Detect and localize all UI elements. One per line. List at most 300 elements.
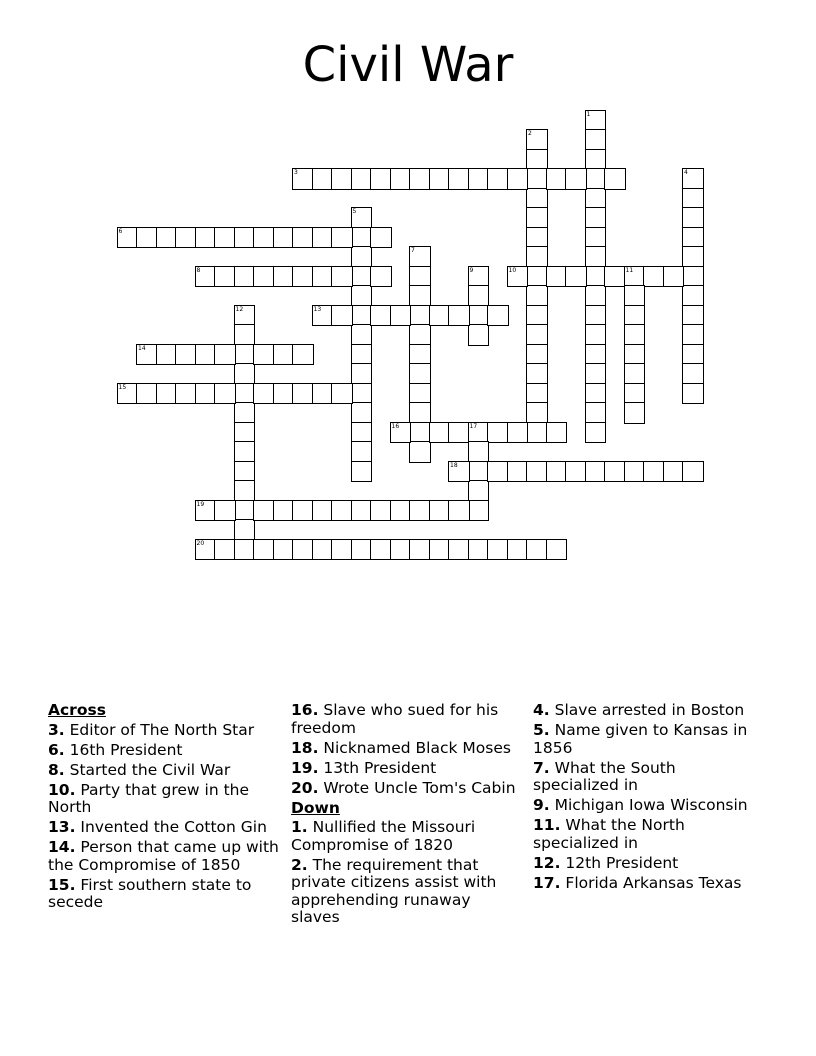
grid-cell[interactable] xyxy=(331,383,353,405)
grid-cell[interactable] xyxy=(195,344,217,366)
grid-cell[interactable] xyxy=(409,363,431,385)
grid-cell[interactable] xyxy=(409,500,431,522)
grid-cell[interactable] xyxy=(526,305,548,327)
clue-text: 12th President xyxy=(565,853,679,872)
grid-cell[interactable] xyxy=(682,363,704,385)
clue-text: What the North specialized in xyxy=(533,816,685,852)
grid-cell[interactable] xyxy=(292,383,314,405)
grid-cell[interactable] xyxy=(409,168,431,190)
grid-cell[interactable] xyxy=(312,539,334,561)
grid-cell[interactable] xyxy=(351,539,373,561)
clue-item xyxy=(48,819,284,837)
clue-item xyxy=(533,760,763,795)
grid-cell[interactable] xyxy=(448,168,470,190)
grid-cell[interactable] xyxy=(331,266,353,288)
grid-cell[interactable] xyxy=(526,539,548,561)
cell-number: 2 xyxy=(528,130,532,137)
grid-cell[interactable] xyxy=(351,227,373,249)
grid-cell[interactable] xyxy=(214,383,236,405)
grid-cell[interactable] xyxy=(624,285,646,307)
grid-cell[interactable] xyxy=(526,422,548,444)
clue-item xyxy=(533,702,763,720)
grid-cell[interactable] xyxy=(370,539,392,561)
clue-number: 19. xyxy=(291,758,319,777)
grid-cell[interactable] xyxy=(526,285,548,307)
grid-cell[interactable] xyxy=(292,500,314,522)
grid-cell[interactable] xyxy=(409,305,431,327)
cell-number: 13 xyxy=(313,305,322,313)
cell-number: 6 xyxy=(118,227,123,235)
grid-cell[interactable] xyxy=(682,324,704,346)
clue-column-2 xyxy=(291,702,523,929)
grid-cell[interactable] xyxy=(682,344,704,366)
grid-cell[interactable] xyxy=(585,324,607,346)
grid-cell[interactable] xyxy=(682,266,704,288)
cell-number: 18 xyxy=(450,461,458,469)
clue-number: 1. xyxy=(291,818,308,836)
grid-cell[interactable] xyxy=(370,227,392,249)
grid-cell[interactable] xyxy=(643,266,665,288)
grid-cell[interactable] xyxy=(351,285,373,307)
grid-cell[interactable] xyxy=(234,539,256,561)
grid-cell[interactable] xyxy=(409,539,431,561)
grid-cell[interactable] xyxy=(253,227,275,249)
grid-cell[interactable] xyxy=(682,461,704,483)
clue-number: 11. xyxy=(533,816,561,834)
cell-number: 11 xyxy=(625,266,634,274)
grid-cell[interactable] xyxy=(136,227,158,249)
grid-cell[interactable] xyxy=(292,539,314,561)
grid-cell[interactable] xyxy=(585,207,607,229)
grid-cell[interactable] xyxy=(565,266,587,288)
grid-cell[interactable] xyxy=(585,149,607,171)
clue-text: Slave who sued for his freedom xyxy=(291,701,499,737)
grid-cell[interactable] xyxy=(351,461,373,483)
grid-cell[interactable] xyxy=(234,480,256,502)
page-title: Civil War xyxy=(302,37,514,93)
grid-cell[interactable] xyxy=(624,461,646,483)
grid-cell[interactable] xyxy=(468,441,490,463)
grid-cell[interactable] xyxy=(312,266,334,288)
grid-cell[interactable] xyxy=(429,168,451,190)
grid-cell[interactable] xyxy=(351,266,373,288)
clue-text: What the South specialized in xyxy=(533,758,676,794)
grid-cell[interactable] xyxy=(546,168,568,190)
grid-cell[interactable] xyxy=(526,129,548,151)
clue-item xyxy=(48,742,284,760)
clue-item xyxy=(291,780,523,798)
cell-number: 16 xyxy=(391,422,400,430)
grid-cell[interactable] xyxy=(273,383,295,405)
grid-cell[interactable] xyxy=(487,539,509,561)
clue-number: 4. xyxy=(533,701,550,719)
grid-cell[interactable] xyxy=(351,422,373,444)
clue-number: 7. xyxy=(533,758,550,777)
grid-cell[interactable] xyxy=(507,422,529,444)
grid-cell[interactable] xyxy=(468,461,490,483)
grid-cell[interactable] xyxy=(390,422,412,444)
grid-cell[interactable] xyxy=(682,246,704,268)
grid-cell[interactable] xyxy=(507,461,529,483)
grid-cell[interactable] xyxy=(273,539,295,561)
grid-cell[interactable] xyxy=(487,305,509,327)
grid-cell[interactable] xyxy=(390,168,412,190)
grid-cell[interactable] xyxy=(526,344,548,366)
grid-cell[interactable] xyxy=(526,207,548,229)
grid-cell[interactable] xyxy=(136,383,158,405)
grid-cell[interactable] xyxy=(175,227,197,249)
cell-number: 8 xyxy=(196,266,201,274)
grid-cell[interactable] xyxy=(585,266,607,288)
grid-cell[interactable] xyxy=(546,266,568,288)
grid-cell[interactable] xyxy=(273,344,295,366)
grid-cell[interactable] xyxy=(585,344,607,366)
clue-number: 14. xyxy=(48,838,76,856)
grid-cell[interactable] xyxy=(526,246,548,268)
grid-cell[interactable] xyxy=(585,168,607,190)
grid-cell[interactable] xyxy=(292,266,314,288)
grid-cell[interactable] xyxy=(585,227,607,249)
cell-number: 3 xyxy=(294,169,298,176)
grid-cell[interactable] xyxy=(253,266,275,288)
clue-text: Nicknamed Black Moses xyxy=(323,738,511,757)
grid-cell[interactable] xyxy=(526,168,548,190)
grid-cell[interactable] xyxy=(663,461,685,483)
grid-cell[interactable] xyxy=(546,422,568,444)
grid-cell[interactable] xyxy=(351,500,373,522)
grid-cell[interactable] xyxy=(234,461,256,483)
grid-cell[interactable] xyxy=(468,539,490,561)
clue-item xyxy=(291,819,523,854)
grid-cell[interactable] xyxy=(370,305,392,327)
grid-cell[interactable] xyxy=(448,461,470,483)
cell-number: 14 xyxy=(138,344,146,352)
clue-text: The requirement that private citizens assist with apprehending runaway slaves xyxy=(291,855,497,926)
grid-cell[interactable] xyxy=(526,266,548,288)
grid-cell[interactable] xyxy=(273,500,295,522)
cell-number: 19 xyxy=(196,500,205,508)
clue-text: Person that came up with the Compromise of 1850 xyxy=(48,838,279,874)
grid-cell[interactable] xyxy=(351,441,373,463)
clue-item xyxy=(533,797,763,815)
clue-column-1 xyxy=(48,702,284,914)
grid-cell[interactable] xyxy=(448,422,470,444)
grid-cell[interactable] xyxy=(507,168,529,190)
grid-cell[interactable] xyxy=(234,266,256,288)
grid-cell[interactable] xyxy=(526,324,548,346)
grid-cell[interactable] xyxy=(663,266,685,288)
grid-cell[interactable] xyxy=(604,266,626,288)
cell-number: 20 xyxy=(196,539,205,547)
clue-number: 6. xyxy=(48,740,65,759)
grid-cell[interactable] xyxy=(195,266,217,288)
grid-cell[interactable] xyxy=(585,422,607,444)
grid-cell[interactable] xyxy=(351,246,373,268)
clue-text: Michigan Iowa Wisconsin xyxy=(554,796,748,814)
grid-cell[interactable] xyxy=(195,227,217,249)
grid-cell[interactable] xyxy=(487,461,509,483)
grid-cell[interactable] xyxy=(507,266,529,288)
grid-cell[interactable] xyxy=(234,519,256,541)
grid-cell[interactable] xyxy=(429,539,451,561)
cell-number: 9 xyxy=(469,266,474,274)
clue-column-3 xyxy=(533,702,763,895)
clue-text: Started the Civil War xyxy=(69,760,231,779)
grid-cell[interactable] xyxy=(624,324,646,346)
grid-cell[interactable] xyxy=(195,539,217,561)
grid-cell[interactable] xyxy=(117,227,139,249)
grid-cell[interactable] xyxy=(526,363,548,385)
grid-cell[interactable] xyxy=(253,383,275,405)
clue-item xyxy=(533,722,763,757)
grid-cell[interactable] xyxy=(156,227,178,249)
grid-cell[interactable] xyxy=(253,539,275,561)
grid-cell[interactable] xyxy=(507,539,529,561)
grid-cell[interactable] xyxy=(253,344,275,366)
grid-cell[interactable] xyxy=(565,168,587,190)
grid-cell[interactable] xyxy=(370,168,392,190)
clue-item xyxy=(533,875,763,893)
grid-cell[interactable] xyxy=(409,422,431,444)
clue-number: 2. xyxy=(291,855,308,874)
grid-cell[interactable] xyxy=(390,539,412,561)
grid-cell[interactable] xyxy=(351,168,373,190)
cell-number: 4 xyxy=(684,169,688,176)
grid-cell[interactable] xyxy=(312,383,334,405)
grid-cell[interactable] xyxy=(214,539,236,561)
grid-cell[interactable] xyxy=(624,383,646,405)
grid-cell[interactable] xyxy=(175,344,197,366)
grid-cell[interactable] xyxy=(643,461,665,483)
grid-cell[interactable] xyxy=(526,402,548,424)
grid-cell[interactable] xyxy=(682,383,704,405)
grid-cell[interactable] xyxy=(351,363,373,385)
cell-number: 10 xyxy=(508,266,517,274)
cell-number: 5 xyxy=(352,208,357,215)
cell-number: 1 xyxy=(586,110,591,118)
grid-cell[interactable] xyxy=(448,539,470,561)
grid-cell[interactable] xyxy=(175,383,197,405)
grid-cell[interactable] xyxy=(468,305,490,327)
grid-cell[interactable] xyxy=(409,266,431,288)
grid-cell[interactable] xyxy=(546,461,568,483)
clue-item xyxy=(291,760,523,778)
grid-cell[interactable] xyxy=(312,168,334,190)
grid-cell[interactable] xyxy=(546,539,568,561)
grid-cell[interactable] xyxy=(624,266,646,288)
clue-number: 5. xyxy=(533,721,550,739)
cell-number: 17 xyxy=(469,422,478,430)
grid-cell[interactable] xyxy=(526,227,548,249)
grid-cell[interactable] xyxy=(273,227,295,249)
grid-cell[interactable] xyxy=(292,168,314,190)
grid-cell[interactable] xyxy=(234,383,256,405)
grid-cell[interactable] xyxy=(526,188,548,210)
grid-cell[interactable] xyxy=(585,363,607,385)
grid-cell[interactable] xyxy=(312,227,334,249)
grid-cell[interactable] xyxy=(409,285,431,307)
clue-number: 16. xyxy=(291,701,319,719)
clue-item xyxy=(533,817,763,852)
grid-cell[interactable] xyxy=(136,344,158,366)
grid-cell[interactable] xyxy=(351,402,373,424)
clue-number: 10. xyxy=(48,780,76,799)
grid-cell[interactable] xyxy=(234,344,256,366)
grid-cell[interactable] xyxy=(312,305,334,327)
grid-cell[interactable] xyxy=(370,500,392,522)
grid-cell[interactable] xyxy=(585,402,607,424)
clue-number: 18. xyxy=(291,738,319,757)
grid-cell[interactable] xyxy=(409,344,431,366)
grid-cell[interactable] xyxy=(604,461,626,483)
grid-cell[interactable] xyxy=(253,500,275,522)
grid-cell[interactable] xyxy=(682,227,704,249)
grid-cell[interactable] xyxy=(292,227,314,249)
grid-cell[interactable] xyxy=(526,383,548,405)
grid-cell[interactable] xyxy=(585,461,607,483)
grid-cell[interactable] xyxy=(604,168,626,190)
clue-text: 13th President xyxy=(323,758,437,777)
grid-cell[interactable] xyxy=(351,324,373,346)
grid-cell[interactable] xyxy=(448,305,470,327)
grid-cell[interactable] xyxy=(234,500,256,522)
grid-cell[interactable] xyxy=(195,383,217,405)
grid-cell[interactable] xyxy=(351,305,373,327)
grid-cell[interactable] xyxy=(292,344,314,366)
clue-text: Invented the Cotton Gin xyxy=(80,818,267,836)
grid-cell[interactable] xyxy=(351,383,373,405)
cell-number: 7 xyxy=(411,247,415,254)
clue-text: Editor of The North Star xyxy=(69,720,255,739)
grid-cell[interactable] xyxy=(331,539,353,561)
clue-item xyxy=(48,839,284,874)
grid-cell[interactable] xyxy=(370,266,392,288)
grid-cell[interactable] xyxy=(468,500,490,522)
grid-cell[interactable] xyxy=(585,110,607,132)
clue-text: Slave arrested in Boston xyxy=(554,701,745,719)
clue-item xyxy=(533,855,763,873)
clue-text: Nullified the Missouri Compromise of 1820 xyxy=(291,818,476,854)
grid-cell[interactable] xyxy=(526,461,548,483)
grid-cell[interactable] xyxy=(682,188,704,210)
clue-number: 20. xyxy=(291,778,319,797)
grid-cell[interactable] xyxy=(409,441,431,463)
grid-cell[interactable] xyxy=(624,305,646,327)
clue-item xyxy=(48,782,284,817)
grid-cell[interactable] xyxy=(429,422,451,444)
grid-cell[interactable] xyxy=(487,422,509,444)
grid-cell[interactable] xyxy=(273,266,295,288)
grid-cell[interactable] xyxy=(468,285,490,307)
grid-cell[interactable] xyxy=(117,383,139,405)
grid-cell[interactable] xyxy=(448,500,470,522)
clue-text: Party that grew in the North xyxy=(48,780,250,816)
grid-cell[interactable] xyxy=(156,383,178,405)
grid-cell[interactable] xyxy=(682,207,704,229)
across-heading: Across xyxy=(48,701,106,719)
grid-cell[interactable] xyxy=(409,402,431,424)
cell-number: 15 xyxy=(118,383,127,391)
grid-cell[interactable] xyxy=(624,344,646,366)
clue-number: 15. xyxy=(48,875,76,894)
grid-cell[interactable] xyxy=(331,227,353,249)
grid-cell[interactable] xyxy=(585,188,607,210)
grid-cell[interactable] xyxy=(331,168,353,190)
grid-cell[interactable] xyxy=(195,500,217,522)
clue-text: First southern state to secede xyxy=(48,875,252,911)
clue-text: 16th President xyxy=(69,740,183,759)
grid-cell[interactable] xyxy=(214,344,236,366)
grid-cell[interactable] xyxy=(468,480,490,502)
grid-cell[interactable] xyxy=(682,305,704,327)
grid-cell[interactable] xyxy=(565,461,587,483)
grid-cell[interactable] xyxy=(409,383,431,405)
grid-cell[interactable] xyxy=(585,285,607,307)
grid-cell[interactable] xyxy=(682,285,704,307)
grid-cell[interactable] xyxy=(585,129,607,151)
grid-cell[interactable] xyxy=(468,422,490,444)
grid-cell[interactable] xyxy=(234,305,256,327)
grid-cell[interactable] xyxy=(331,305,353,327)
clue-text: Florida Arkansas Texas xyxy=(565,873,742,892)
grid-cell[interactable] xyxy=(585,383,607,405)
grid-cell[interactable] xyxy=(468,168,490,190)
grid-cell[interactable] xyxy=(390,500,412,522)
clue-number: 13. xyxy=(48,818,76,836)
grid-cell[interactable] xyxy=(234,363,256,385)
grid-cell[interactable] xyxy=(624,402,646,424)
grid-cell[interactable] xyxy=(234,402,256,424)
grid-cell[interactable] xyxy=(487,168,509,190)
grid-cell[interactable] xyxy=(409,246,431,268)
grid-cell[interactable] xyxy=(234,441,256,463)
grid-cell[interactable] xyxy=(468,324,490,346)
down-heading: Down xyxy=(291,798,340,817)
grid-cell[interactable] xyxy=(585,246,607,268)
grid-cell[interactable] xyxy=(234,422,256,444)
grid-cell[interactable] xyxy=(624,363,646,385)
grid-cell[interactable] xyxy=(351,344,373,366)
clue-item xyxy=(48,877,284,912)
clue-item xyxy=(291,740,523,758)
clue-item xyxy=(291,702,523,737)
grid-cell[interactable] xyxy=(234,227,256,249)
grid-cell[interactable] xyxy=(156,344,178,366)
clue-number: 3. xyxy=(48,720,65,739)
grid-cell[interactable] xyxy=(682,168,704,190)
clue-text: Wrote Uncle Tom's Cabin xyxy=(323,778,516,797)
clue-text: Name given to Kansas in 1856 xyxy=(533,721,748,757)
grid-cell[interactable] xyxy=(429,500,451,522)
grid-cell[interactable] xyxy=(331,500,353,522)
grid-cell[interactable] xyxy=(409,324,431,346)
grid-cell[interactable] xyxy=(214,500,236,522)
grid-cell[interactable] xyxy=(429,305,451,327)
grid-cell[interactable] xyxy=(390,305,412,327)
grid-cell[interactable] xyxy=(526,149,548,171)
clue-number: 12. xyxy=(533,853,561,872)
clue-item xyxy=(291,857,523,927)
grid-cell[interactable] xyxy=(214,266,236,288)
grid-cell[interactable] xyxy=(351,207,373,229)
clue-number: 8. xyxy=(48,760,65,779)
grid-cell[interactable] xyxy=(234,324,256,346)
grid-cell[interactable] xyxy=(312,500,334,522)
grid-cell[interactable] xyxy=(585,305,607,327)
grid-cell[interactable] xyxy=(214,227,236,249)
grid-cell[interactable] xyxy=(468,266,490,288)
clue-number: 17. xyxy=(533,873,561,892)
